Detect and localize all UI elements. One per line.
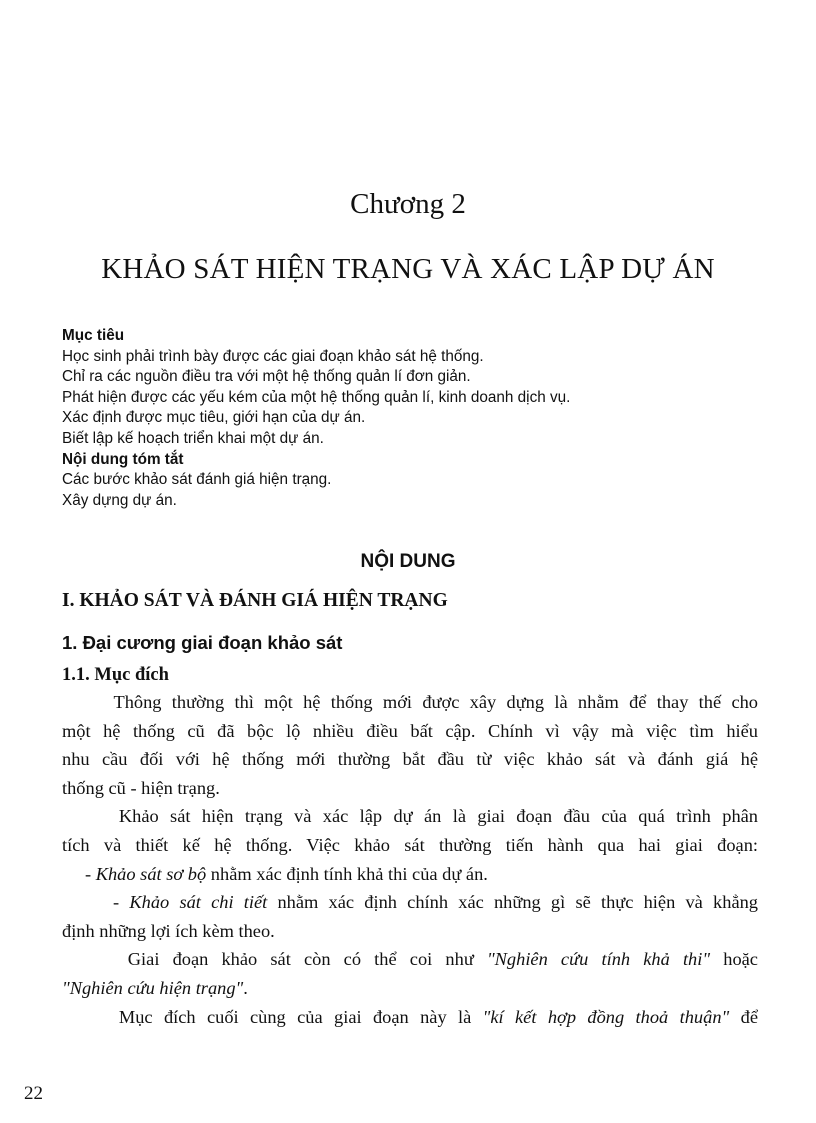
content-summary-item: Các bước khảo sát đánh giá hiện trạng. — [62, 471, 332, 489]
text-span: Giai đoạn khảo sát còn có thể coi như — [127, 949, 487, 970]
page-number: 22 — [24, 1083, 43, 1104]
italic-quote: "kí kết hợp đồng thoả thuận" — [482, 1006, 730, 1027]
chapter-title: KHẢO SÁT HIỆN TRẠNG VÀ XÁC LẬP DỰ ÁN — [101, 253, 715, 285]
objective-item: Xác định được mục tiêu, giới hạn của dự án. — [62, 409, 366, 427]
objective-item: Học sinh phải trình bày được các giai đoạn khảo sát hệ thống. — [62, 347, 484, 365]
body-text — [62, 688, 758, 1031]
text-span: Thông thường thì một hệ thống mới được xây dựng là nhằm để thay thế cho — [113, 692, 758, 712]
content-summary-heading: Nội dung tóm tắt — [62, 450, 184, 468]
text-span: Mục đích cuối cùng của giai đoạn này là — [118, 1006, 483, 1027]
paragraph-line: định những lợi ích kèm theo. — [62, 920, 275, 941]
objectives-heading: Mục tiêu — [62, 327, 125, 344]
paragraph-line: một hệ thống cũ đã bộc lộ nhiều điều bất cập. Chính vì vậy mà việc tìm hiểu — [62, 720, 758, 741]
paragraph-line: thống cũ - hiện trạng. — [62, 777, 220, 798]
text-span: nhằm xác định tính khả thi của dự án. — [206, 863, 488, 884]
objective-item: Chỉ ra các nguồn điều tra với một hệ thống quản lí đơn giản. — [62, 368, 471, 386]
paragraph-line — [62, 688, 758, 717]
paragraph-line — [62, 945, 758, 974]
content-heading: NỘI DUNG — [360, 551, 456, 572]
italic-quote: "Nghiên cứu tính khả thi" — [486, 949, 711, 970]
content-summary-item: Xây dựng dự án. — [62, 491, 177, 509]
chapter-summary — [62, 326, 762, 511]
text-span: . — [243, 977, 248, 998]
text-span: Khảo sát hiện trạng và xác lập dự án là giai đoạn đầu của quá trình phân — [118, 806, 758, 827]
subsection-heading: 1. Đại cương giai đoạn khảo sát — [62, 632, 343, 653]
text-span: nhằm xác định chính xác những gì sẽ thực hiện và khẳng — [267, 892, 758, 913]
text-span: để — [729, 1006, 758, 1027]
italic-quote: "Nghiên cứu hiện trạng" — [62, 977, 244, 998]
list-item — [62, 888, 758, 917]
objective-item: Phát hiện được các yếu kém của một hệ thống quản lí, kinh doanh dịch vụ. — [62, 388, 571, 406]
paragraph-line: nhu cầu đối với hệ thống mới thường bắt đầu từ việc khảo sát và đánh giá hệ — [62, 749, 758, 770]
subsubsection-heading: 1.1. Mục đích — [62, 665, 169, 685]
objective-item: Biết lập kế hoạch triển khai một dự án. — [62, 429, 324, 447]
list-item — [62, 860, 758, 889]
italic-term: - Khảo sát chi tiết — [113, 892, 268, 913]
chapter-label: Chương 2 — [350, 188, 466, 220]
paragraph-line — [62, 1003, 758, 1032]
italic-term: - Khảo sát sơ bộ — [85, 863, 207, 884]
text-span: hoặc — [710, 949, 758, 970]
section-heading: I. KHẢO SÁT VÀ ĐÁNH GIÁ HIỆN TRẠNG — [62, 590, 448, 611]
paragraph-line — [62, 974, 758, 1003]
paragraph-line — [62, 802, 758, 831]
paragraph-line: tích và thiết kế hệ thống. Việc khảo sát thường tiến hành qua hai giai đoạn: — [62, 834, 758, 855]
